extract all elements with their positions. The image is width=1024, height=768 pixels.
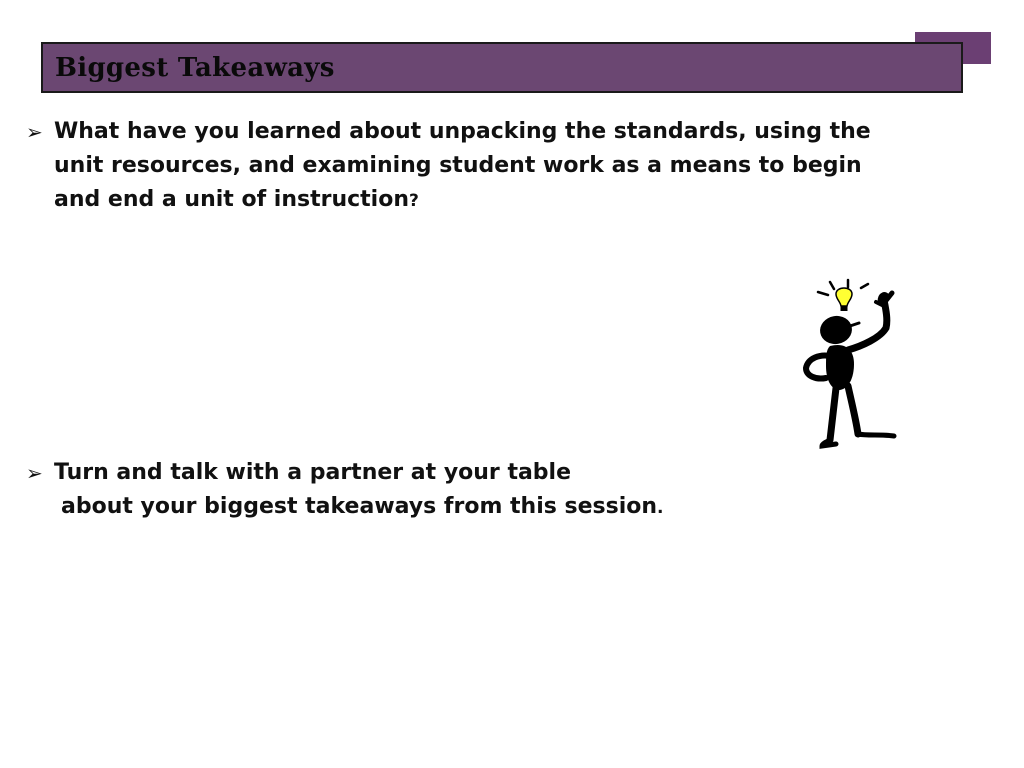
bullet-line-text: about your biggest takeaways from this session (61, 494, 658, 519)
bullet-line (54, 183, 959, 218)
bullet-line: Turn and talk with a partner at your table (54, 460, 572, 485)
title-bar (41, 42, 963, 93)
question-mark: ? (409, 191, 419, 211)
bullet-line: unit resources, and examining student work as a means to begin (54, 153, 862, 178)
bullet-text (54, 456, 664, 525)
bullet-line (54, 490, 664, 525)
thinking-person-lightbulb-icon (796, 276, 906, 456)
arrow-bullet-icon: ➢ (26, 120, 43, 144)
lightbulb (836, 288, 852, 311)
bullet-line-text: and end a unit of instruction (54, 187, 409, 212)
bullet-turn-and-talk (26, 456, 766, 525)
period: . (657, 498, 664, 518)
arrow-bullet-icon: ➢ (26, 461, 43, 485)
bullet-text (54, 115, 959, 218)
bullet-line: What have you learned about unpacking the standards, using the (54, 119, 871, 144)
slide-title: Biggest Takeaways (55, 52, 335, 83)
bullet-question (26, 115, 966, 218)
